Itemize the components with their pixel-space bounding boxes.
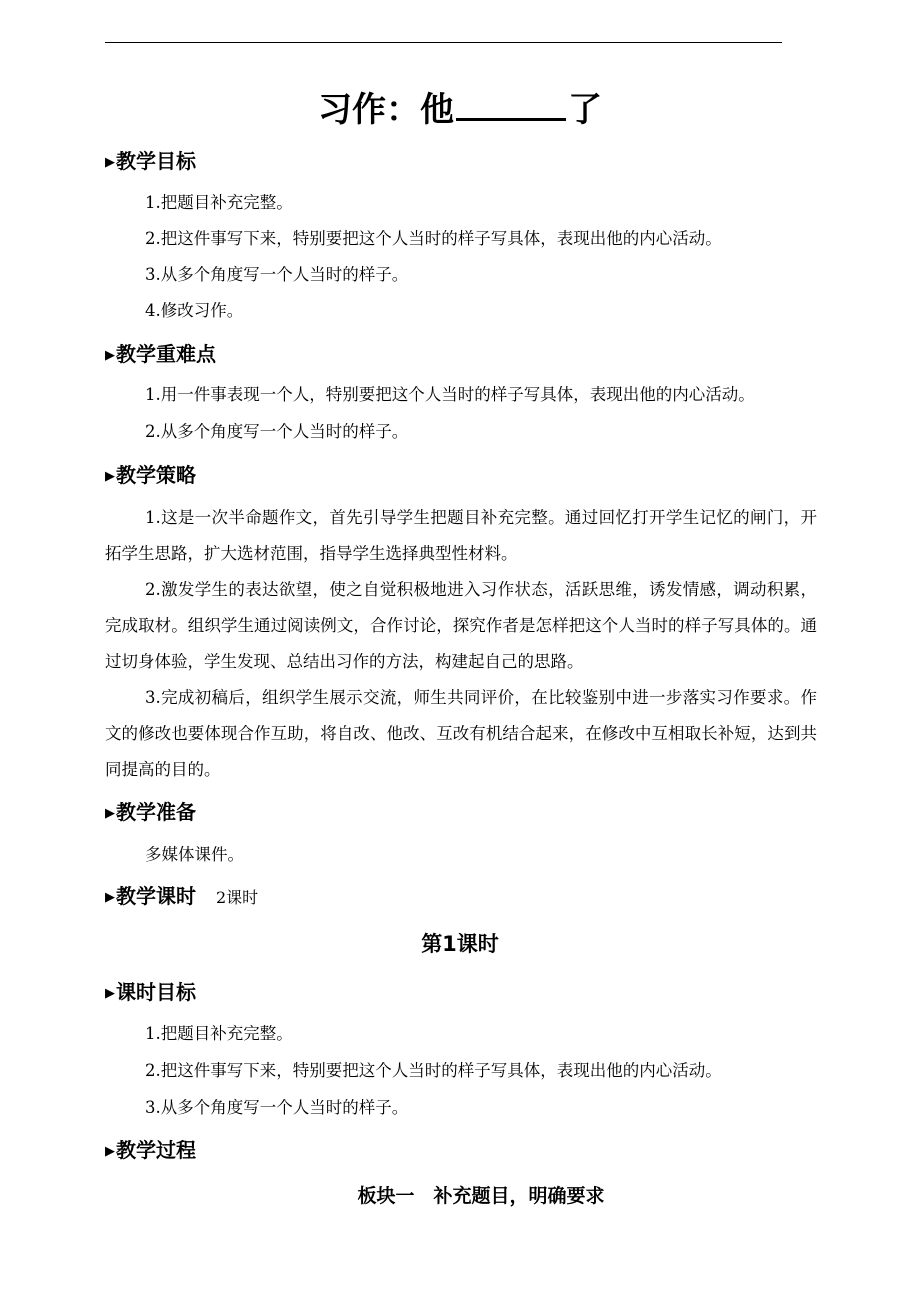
title-prefix: 习作：他 [318,90,454,130]
triangle-marker-icon: ▶ [105,348,115,363]
lesson-goal-item: 1.把题目补充完整。 [145,1024,293,1043]
triangle-marker-icon: ▶ [105,1144,115,1159]
triangle-marker-icon: ▶ [105,986,115,1001]
triangle-marker-icon: ▶ [105,890,115,905]
lesson-goal-item: 2.把这件事写下来，特别要把这个人当时的样子写具体，表现出他的内心活动。 [145,1061,722,1080]
key-point-item: 1.用一件事表现一个人，特别要把这个人当时的样子写具体，表现出他的内心活动。 [145,385,755,404]
heading-preparation: ▶教学准备 [105,800,196,824]
heading-lesson-goals: ▶课时目标 [105,980,196,1004]
page-title [0,88,920,132]
title-suffix: 了 [568,90,602,130]
class-hours-value: 2课时 [216,888,259,907]
block-1-title: 板块一 补充题目，明确要求 [357,1185,605,1207]
strategy-paragraph: 1.这是一次半命题作文，首先引导学生把题目补充完整。通过回忆打开学生记忆的闸门，开拓学生思路，扩大选材范围，指导学生选择典型性材料。 [105,508,817,563]
preparation-text: 多媒体课件。 [145,845,244,864]
triangle-marker-icon: ▶ [105,469,115,484]
heading-teaching-goals: ▶教学目标 [105,149,196,173]
heading-teaching-process: ▶教学过程 [105,1138,196,1162]
title-blank [456,88,566,121]
strategy-paragraph: 3.完成初稿后，组织学生展示交流，师生共同评价，在比较鉴别中进一步落实习作要求。作文的修改也要体现合作互助，将自改、他改、互改有机结合起来，在修改中互相取长补短，达到共同提高的目的。 [105,688,817,779]
header-rule [105,42,782,43]
heading-key-points: ▶教学重难点 [105,342,216,366]
goal-item: 2.把这件事写下来，特别要把这个人当时的样子写具体，表现出他的内心活动。 [145,229,722,248]
triangle-marker-icon: ▶ [105,806,115,821]
goal-item: 3.从多个角度写一个人当时的样子。 [145,265,409,284]
triangle-marker-icon: ▶ [105,155,115,170]
key-point-item: 2.从多个角度写一个人当时的样子。 [145,422,409,441]
heading-teaching-strategy: ▶教学策略 [105,463,196,487]
lesson-goal-item: 3.从多个角度写一个人当时的样子。 [145,1098,409,1117]
lesson-1-title: 第1课时 [421,932,499,956]
strategy-paragraph: 2.激发学生的表达欲望，使之自觉积极地进入习作状态，活跃思维，诱发情感，调动积累，完成取材。组织学生通过阅读例文，合作讨论，探究作者是怎样把这个人当时的样子写具体的。通过切身体验，学生发现、总结出习作的方法，构建起自己的思路。 [105,580,817,671]
goal-item: 4.修改习作。 [145,301,244,320]
heading-class-hours: ▶教学课时 2课时 [105,884,259,908]
goal-item: 1.把题目补充完整。 [145,193,293,212]
